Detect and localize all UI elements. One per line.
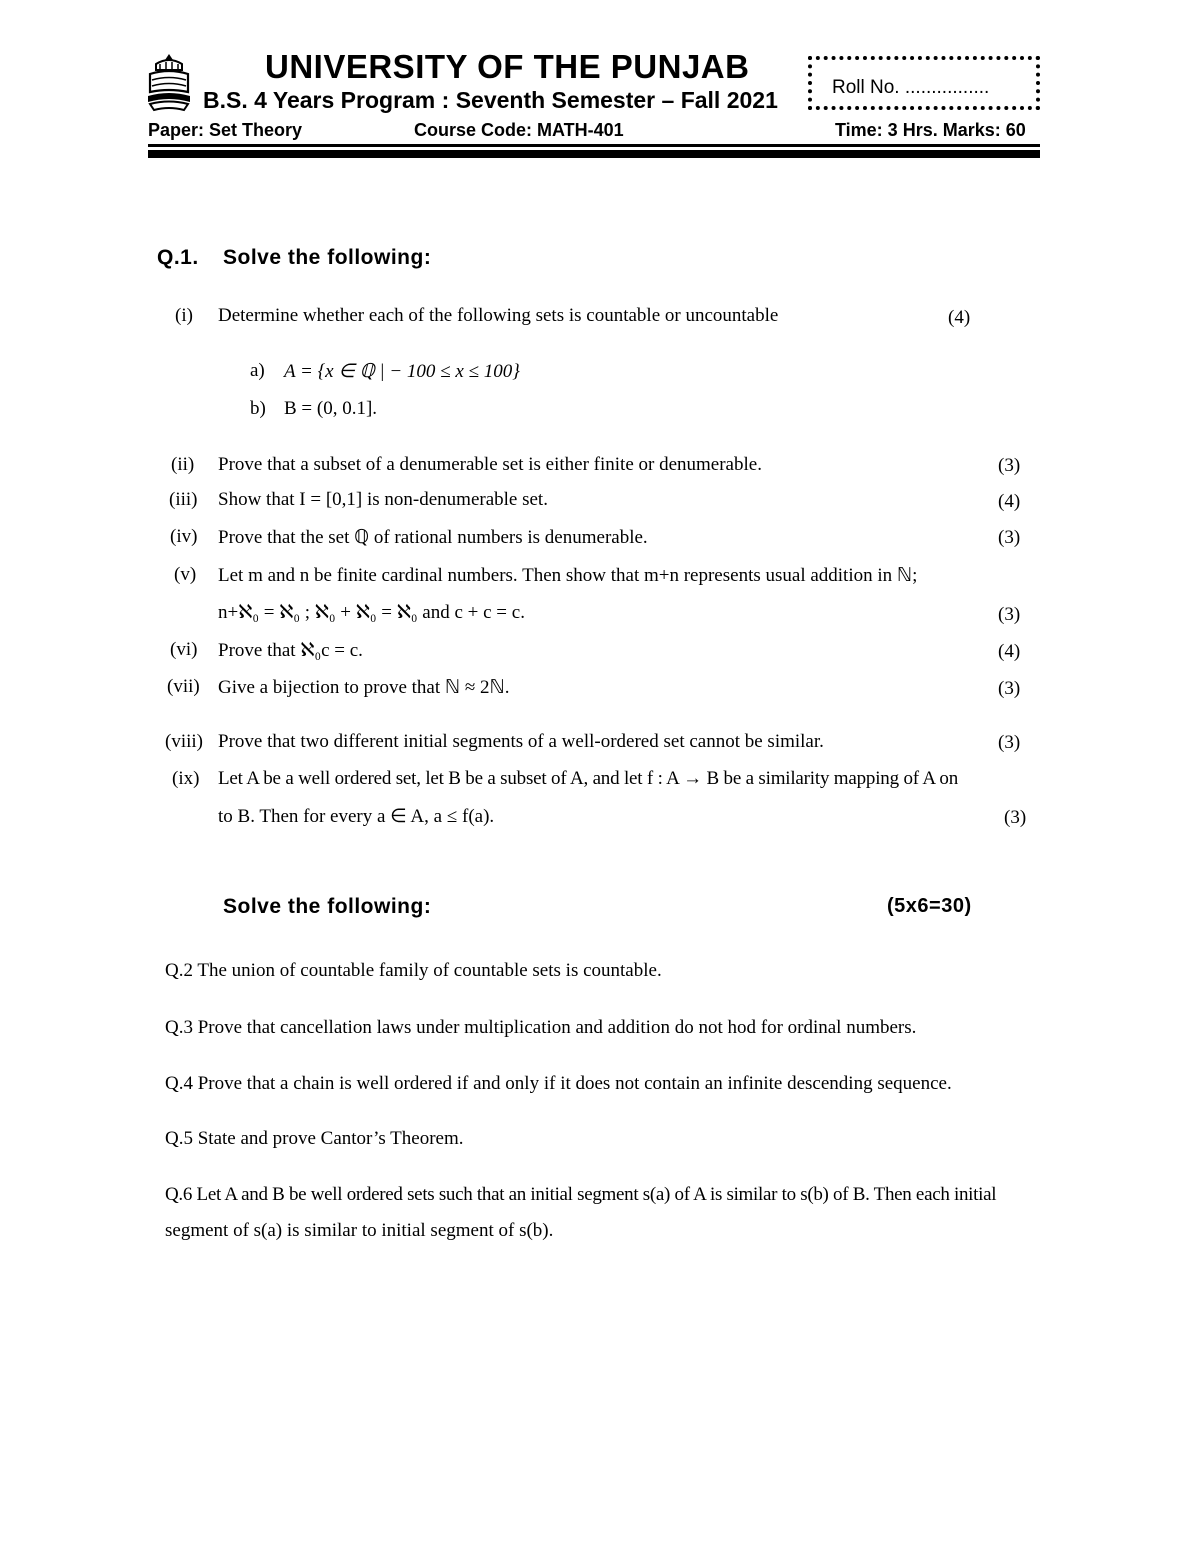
part-marks: (3): [998, 604, 1021, 625]
question-item: Q.6 Let A and B be well ordered sets such that an initial segment s(a) of A is similar to s(b) of B. Then each initial: [165, 1184, 997, 1205]
q1-label: Q.1.: [157, 246, 199, 269]
header-rule-thin: [148, 144, 1040, 147]
time-marks: Time: 3 Hrs. Marks: 60: [835, 120, 1026, 140]
question-item: Q.4 Prove that a chain is well ordered if and only if it does not contain an infinite descending sequence.: [165, 1073, 952, 1094]
part-number: (v): [174, 564, 197, 585]
part-text: Prove that ℵ₀c = c.: [218, 640, 363, 661]
part-text: Give a bijection to prove that ℕ ≈ 2ℕ.: [218, 677, 510, 698]
question-item: Q.2 The union of countable family of countable sets is countable.: [165, 960, 662, 981]
part-number: (iv): [170, 526, 198, 547]
subpart-text: A = {x ∈ ℚ | − 100 ≤ x ≤ 100}: [284, 361, 520, 382]
part-text: Let A be a well ordered set, let B be a subset of A, and let f : A → B be a similarity mapping of A on: [218, 768, 958, 789]
part-number: (ix): [172, 768, 200, 789]
part-number: (vi): [170, 639, 198, 660]
part-marks: (4): [998, 641, 1021, 662]
part-number: (iii): [169, 489, 198, 510]
roll-no-label: Roll No. ................: [832, 77, 990, 98]
subpart-number: b): [250, 398, 266, 419]
part-marks: (3): [998, 455, 1021, 476]
question-item: Q.5 State and prove Cantor’s Theorem.: [165, 1128, 464, 1149]
part-marks: (4): [948, 307, 971, 328]
part-text: Let m and n be finite cardinal numbers. Then show that m+n represents usual addition in ℕ;: [218, 565, 918, 586]
part-text: Prove that two different initial segments of a well-ordered set cannot be similar.: [218, 731, 824, 752]
part-marks: (3): [998, 678, 1021, 699]
part-text: Prove that a subset of a denumerable set is either finite or denumerable.: [218, 454, 762, 475]
part-text-continued: n+ℵ₀ = ℵ₀ ; ℵ₀ + ℵ₀ = ℵ₀ and c + c = c.: [218, 602, 525, 623]
question-item-continued: segment of s(a) is similar to initial segment of s(b).: [165, 1220, 554, 1241]
part-number: (vii): [167, 676, 200, 697]
part-marks: (3): [1004, 807, 1027, 828]
subpart-text: B = (0, 0.1].: [284, 398, 378, 419]
part-marks: (3): [998, 527, 1021, 548]
question-item: Q.3 Prove that cancellation laws under multiplication and addition do not hod for ordinal numbers.: [165, 1017, 917, 1038]
part-text-continued: to B. Then for every a ∈ A, a ≤ f(a).: [218, 806, 495, 827]
part-text: Show that I = [0,1] is non-denumerable set.: [218, 489, 548, 510]
part-marks: (3): [998, 732, 1021, 753]
q1-title: Solve the following:: [223, 246, 432, 269]
roll-no-box[interactable]: [808, 56, 1040, 110]
part-number: (viii): [165, 731, 203, 752]
part-marks: (4): [998, 491, 1021, 512]
part-number: (i): [175, 305, 193, 326]
paper-name: Paper: Set Theory: [148, 120, 303, 140]
header-rule-thick: [148, 150, 1040, 158]
university-title: UNIVERSITY OF THE PUNJAB: [265, 48, 750, 85]
course-code: Course Code: MATH-401: [414, 120, 624, 140]
part-text: Determine whether each of the following sets is countable or uncountable: [218, 305, 779, 326]
section2-marks: (5x6=30): [887, 895, 972, 917]
university-crest-icon: [144, 52, 194, 114]
part-text: Prove that the set ℚ of rational numbers is denumerable.: [218, 527, 648, 548]
subpart-number: a): [250, 360, 265, 381]
part-number: (ii): [171, 454, 195, 475]
section2-title: Solve the following:: [223, 895, 432, 918]
program-subtitle: B.S. 4 Years Program : Seventh Semester – Fall 2021: [203, 87, 778, 113]
